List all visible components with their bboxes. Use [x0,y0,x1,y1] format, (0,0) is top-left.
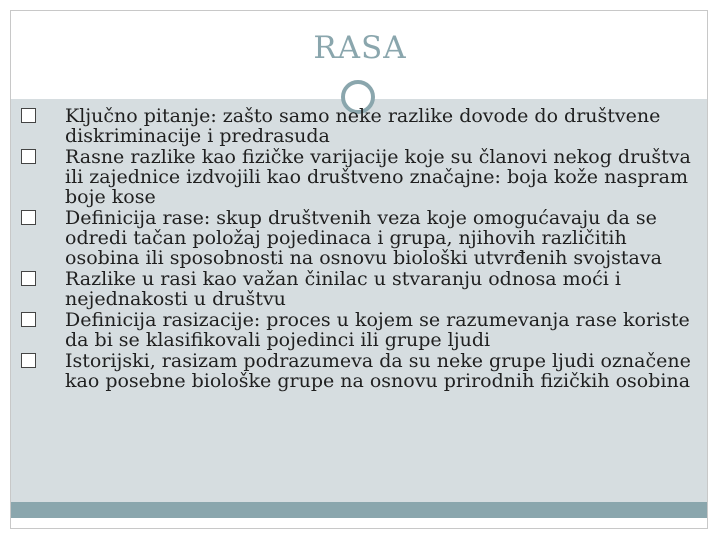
square-bullet-icon [21,108,36,123]
bullet-text: Ključno pitanje: zašto samo neke razlike dovode do društvene diskriminacije i predrasuda [65,105,661,147]
square-bullet-icon [21,149,36,164]
bullet-item [21,351,701,391]
square-bullet-icon [21,210,36,225]
square-bullet-icon [21,353,36,368]
bullet-item [21,147,701,207]
footer-bar [11,502,707,518]
bullet-text: Razlike u rasi kao važan činilac u stvaranju odnosa moći i nejednakosti u društvu [65,268,621,310]
square-bullet-icon [21,312,36,327]
bullet-text: Rasne razlike kao fizičke varijacije koje su članovi nekog društva ili zajednice izdvojili kao društveno značajne: boja kože naspram boje kose [65,146,691,208]
square-bullet-icon [21,271,36,286]
bullet-list [21,106,701,392]
bullet-item [21,106,701,146]
bullet-text: Definicija rasizacije: proces u kojem se razumevanja rase koriste da bi se klasifikovali pojedinci ili grupe ljudi [65,309,690,351]
bullet-item [21,208,701,268]
bullet-text: Istorijski, rasizam podrazumeva da su neke grupe ljudi označene kao posebne biološke grupe na osnovu prirodnih fizičkih osobina [65,350,691,392]
bullet-text: Definicija rase: skup društvenih veza koje omogućavaju da se odredi tačan položaj pojedinaca i grupa, njihovih različitih osobina ili sposobnosti na osnovu biološki utvrđenih svojstava [65,207,662,269]
bullet-item [21,269,701,309]
slide-title: RASA [313,30,407,66]
bullet-item [21,310,701,350]
